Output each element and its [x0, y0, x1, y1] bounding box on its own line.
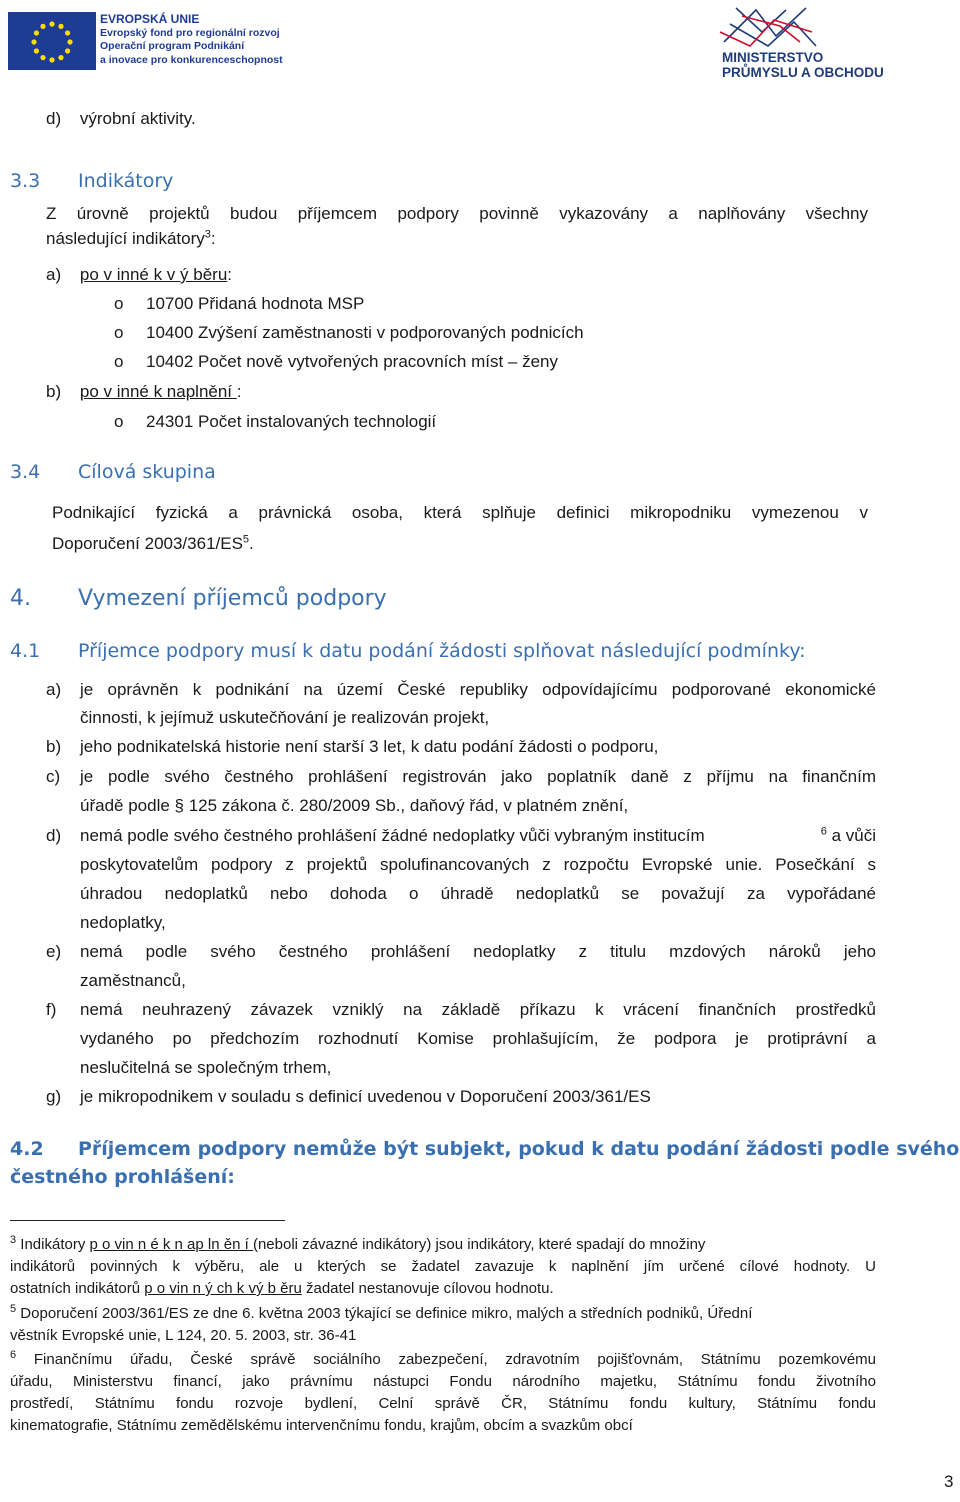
condition-line: činnosti, k jejímuž uskutečňování je realizován projekt, — [80, 708, 490, 727]
condition-line: zaměstnanců, — [80, 971, 186, 990]
section-3-4-line1: Podnikající fyzická a právnická osoba, která splňuje definici mikropodniku vymezenou v — [52, 503, 868, 522]
condition-marker: a) — [46, 680, 62, 699]
condition-marker: b) — [46, 737, 62, 756]
indicator-item: o 10400 Zvýšení zaměstnanosti v podporovaných podnicích — [114, 323, 584, 342]
ministry-logo: MINISTERSTVO PRŮMYSLU A OBCHODU — [716, 2, 886, 82]
section-3-4-heading: 3.4 Cílová skupina — [10, 461, 216, 483]
eu-logo-text: EVROPSKÁ UNIE Evropský fond pro regionální rozvoj Operační program Podnikání a inovace pro konkurenceschopnost — [100, 12, 283, 66]
condition-marker: e) — [46, 942, 62, 961]
indicator-item: o 10402 Počet nově vytvořených pracovních míst – ženy — [114, 352, 559, 371]
condition-marker: c) — [46, 767, 61, 786]
condition-line: neslučitelná se společným trhem, — [80, 1058, 332, 1077]
condition-line: úřadě podle § 125 zákona č. 280/2009 Sb., daňový řád, v platném znění, — [80, 796, 629, 815]
condition-line: nemá neuhrazený závazek vzniklý na základě příkazu k vrácení finančních prostředků — [80, 1000, 876, 1019]
footnote-3: $^3$ Indikátory p o vin n é k n ap ln ěn í (neboli závazné indikátory) jsou indikátory, které spadají do množiny indikátorů povinných k výběru, ale u kterých se žadatel zavazuje k naplnění jím určené cílové hodnoty. U ostatních indikátorů p o vin n ý ch k vý b ěru žadatel nestanovuje cílovou hodnotu. — [10, 1234, 876, 1297]
condition-line: nemá podle svého čestného prohlášení nedoplatky z titulu mzdových nároků jeho — [80, 942, 876, 961]
footnote-separator — [10, 1220, 285, 1221]
indicator-item: o 24301 Počet instalovaných technologií — [114, 412, 437, 431]
condition-line: je mikropodnikem v souladu s definicí uvedenou v Doporučení 2003/361/ES — [80, 1087, 651, 1106]
intro-item: d) výrobní aktivity. — [46, 109, 196, 128]
condition-line: je podle svého čestného prohlášení registrován jako poplatník daně z příjmu na finančním — [80, 767, 876, 786]
indicator-group-b: b) po v inné k naplnění : — [46, 382, 242, 401]
footnote-5: $^5$ Doporučení 2003/361/ES ze dne 6. května 2003 týkající se definice mikro, malých a středních podniků, Úřední věstník Evropské unie, L 124, 20. 5. 2003, str. 36-41 — [10, 1303, 753, 1344]
section-3-4-line2: Doporučení $2003/361/ES^5$. — [52, 533, 254, 553]
condition-marker: f) — [46, 1000, 57, 1019]
condition-line: poskytovatelům podpory z projektů spolufinancovaných z rozpočtu Evropské unie. Posečkání s — [80, 855, 876, 874]
section-3-3-heading: 3.3 Indikátory — [10, 170, 174, 192]
condition-line: vydaného po předchozím rozhodnutí Komise prohlašujícím, že podpora je protiprávní a — [80, 1029, 876, 1048]
condition-line: úhradou nedoplatků nebo dohoda o úhradě nedoplatků se považují za vypořádané — [80, 884, 876, 903]
page-number: 3 — [944, 1472, 954, 1491]
condition-marker: g) — [46, 1087, 62, 1106]
condition-marker: d) — [46, 826, 62, 845]
section-3-3-para-line1: Z úrovně projektů budou příjemcem podpory povinně vykazovány a naplňovány všechny — [46, 204, 868, 223]
condition-line: nedoplatky, — [80, 913, 166, 932]
footnote-6: $^6$ Finančnímu úřadu, České správě sociálního zabezpečení, zdravotním pojišťovnám, Státnímu pozemkovému úřadu, Ministerstvu financí, jako právnímu nástupci Fondu národního majetku, Státnímu fondu životního prostředí, Státnímu fondu rozvoje bydlení, Celní správě ČR, Státnímu fondu kultury, Státnímu fondu kinematografie, Státnímu zemědělskému intervenčnímu fondu, krajům, obcím a svazkům obcí — [10, 1349, 877, 1434]
section-4-2-heading: 4.2 Příjemcem podpory nemůže být subjekt, pokud k datu podání žádosti podle svého — [10, 1138, 960, 1160]
section-4-2-heading-line2: čestného prohlášení: — [10, 1166, 235, 1188]
section-4-heading: 4. Vymezení příjemců podpory — [10, 586, 387, 611]
eu-logo — [8, 12, 96, 70]
condition-line: nemá podle svého čestného prohlášení žádné nedoplatky vůči vybraným institucím $^6$ a vůči — [80, 825, 876, 845]
indicator-group-a: a) po v inné k v ý běru: — [46, 265, 233, 284]
ministry-emblem-icon — [716, 2, 826, 52]
eu-stars-icon — [8, 12, 96, 70]
section-4-1-heading: 4.1 Příjemce podpory musí k datu podání žádosti splňovat následující podmínky: — [10, 640, 806, 662]
indicator-item: o 10700 Přidaná hodnota MSP — [114, 294, 365, 313]
condition-line: jeho podnikatelská historie není starší 3 let, k datu podání žádosti o podporu, — [80, 737, 659, 756]
condition-line: je oprávněn k podnikání na území České republiky odpovídajícímu podporované ekonomické — [80, 680, 876, 699]
section-3-3-para-line2: následující indikátory$^3$: — [46, 228, 216, 248]
